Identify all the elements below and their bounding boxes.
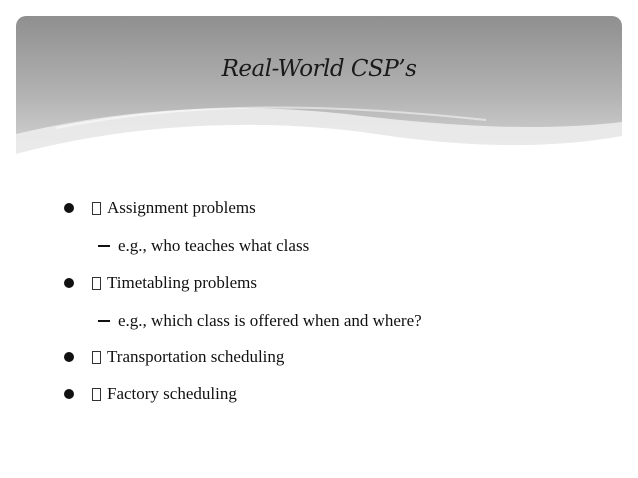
- bullet-dot-icon: [64, 389, 74, 399]
- missing-glyph-box-icon: [92, 351, 101, 364]
- list-item: [64, 195, 256, 221]
- list-item: [64, 381, 237, 407]
- list-item-text: Timetabling problems: [107, 273, 258, 292]
- dash-icon: [98, 245, 110, 247]
- list-item: [98, 308, 422, 334]
- list-item-text: e.g., which class is offered when and where?: [118, 311, 422, 330]
- list-item: [64, 344, 284, 370]
- list-item-text: Factory scheduling: [107, 384, 237, 403]
- list-item-text: e.g., who teaches what class: [118, 236, 310, 255]
- list-item: [98, 233, 309, 259]
- bullet-dot-icon: [64, 278, 74, 288]
- missing-glyph-box-icon: [92, 202, 101, 215]
- bullet-dot-icon: [64, 352, 74, 362]
- bullet-dot-icon: [64, 203, 74, 213]
- list-item-text: Transportation scheduling: [107, 347, 285, 366]
- missing-glyph-box-icon: [92, 277, 101, 290]
- missing-glyph-box-icon: [92, 388, 101, 401]
- dash-icon: [98, 320, 110, 322]
- list-item-text: Assignment problems: [107, 198, 256, 217]
- list-item: [64, 270, 257, 296]
- page-title: Real-World CSP’s: [221, 56, 417, 82]
